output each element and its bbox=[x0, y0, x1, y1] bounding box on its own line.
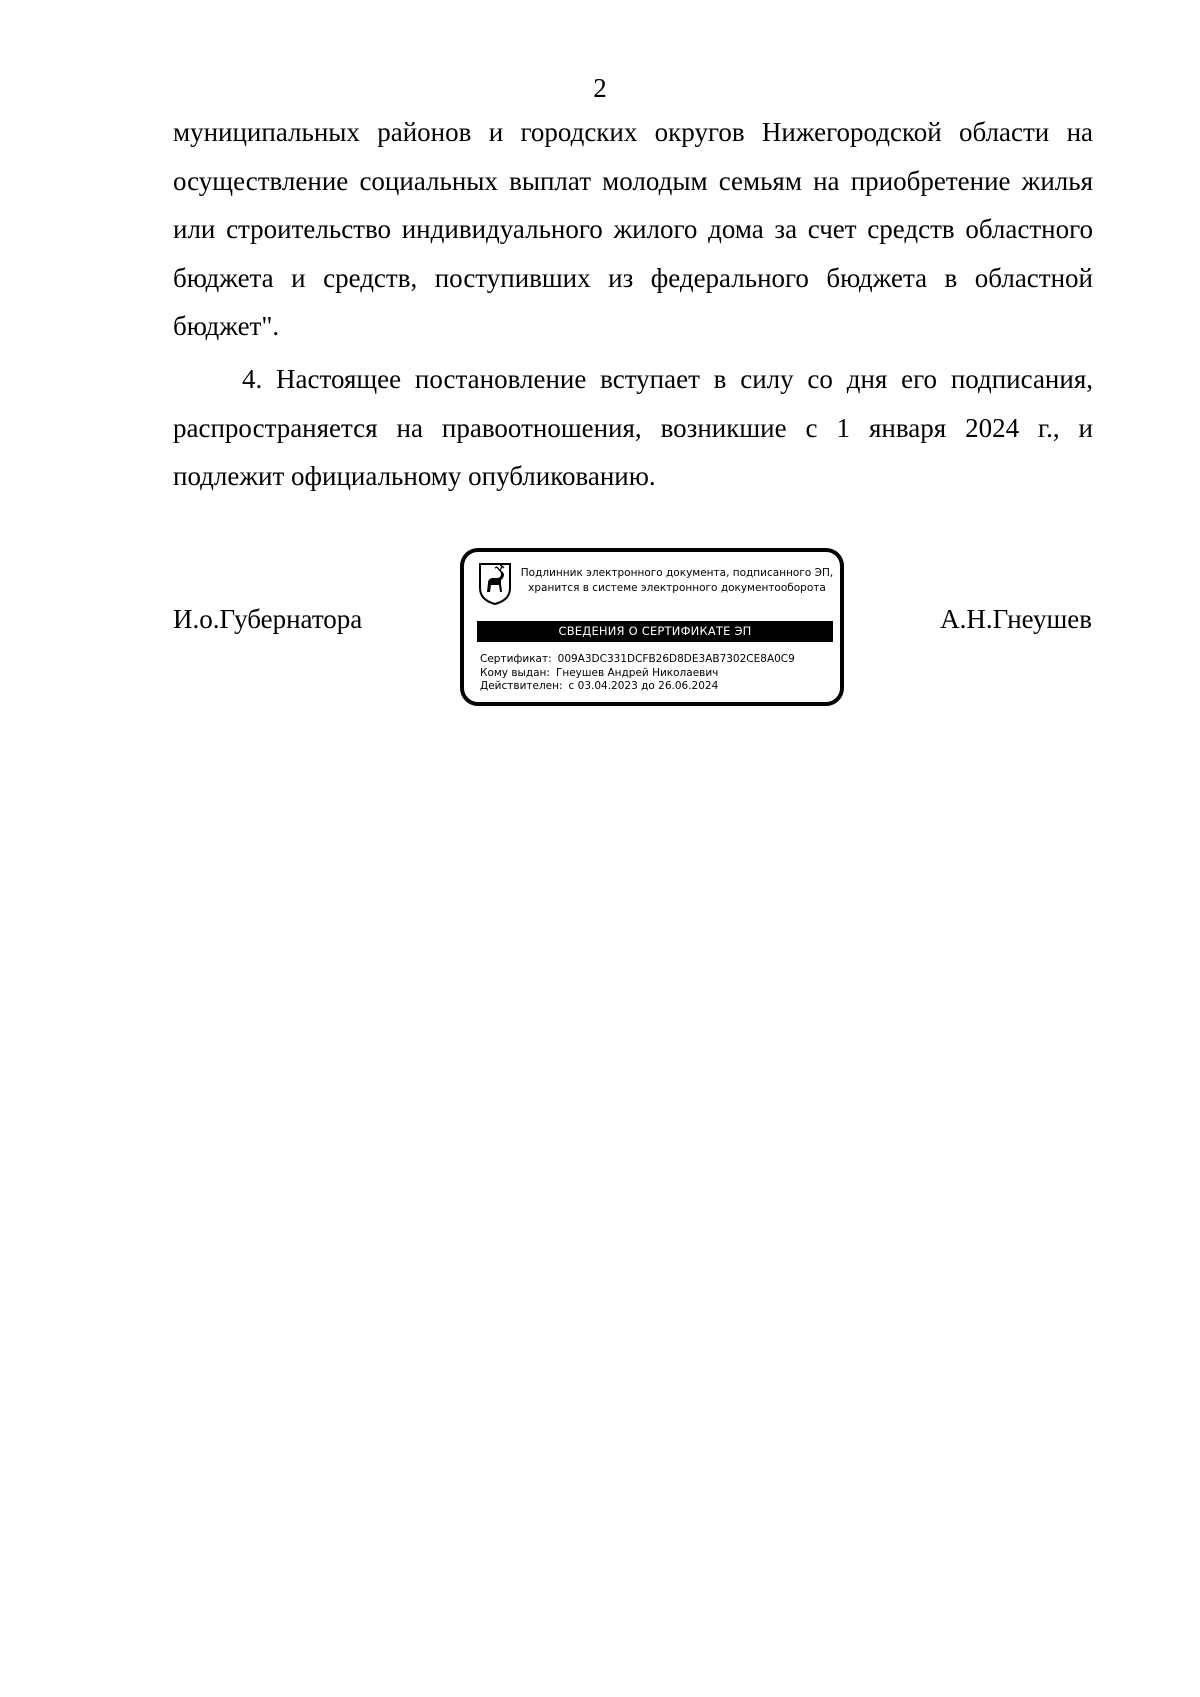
stamp-header-line-1: Подлинник электронного документа, подписанного ЭП, bbox=[520, 567, 834, 579]
valid-value: с 03.04.2023 до 26.06.2024 bbox=[568, 680, 719, 692]
certificate-row bbox=[480, 653, 830, 667]
signer-name: А.Н.Гнеушев bbox=[940, 604, 1092, 634]
deer-emblem-icon bbox=[478, 562, 512, 606]
certificate-label: Сертификат: bbox=[480, 653, 552, 665]
issued-to-label: Кому выдан: bbox=[480, 666, 550, 679]
body-paragraph-4: 4. Настоящее постановление вступает в силу со дня его подписания, распространяется на правоотношения, возникшие с 1 января 2024 г., и подлежит официальному опубликованию. bbox=[173, 364, 1093, 491]
electronic-signature-stamp bbox=[460, 548, 844, 706]
certificate-details bbox=[480, 653, 830, 694]
body-paragraph-continuation: муниципальных районов и городских округов Нижегородской области на осуществление социальных выплат молодым семьям на приобретение жилья или строительство индивидуального жилого дома за счет средств областного бюджета и средств, поступивших из федерального бюджета в областной бюджет". bbox=[173, 117, 1093, 341]
stamp-header bbox=[516, 566, 838, 596]
issued-to-value: Гнеушев Андрей Николаевич bbox=[555, 666, 719, 679]
valid-label: Действителен: bbox=[480, 680, 563, 692]
stamp-header-line-2: хранится в системе электронного документооборота bbox=[528, 582, 826, 594]
valid-period-row bbox=[480, 680, 830, 694]
signer-title: И.о.Губернатора bbox=[173, 604, 363, 634]
issued-to-row bbox=[480, 667, 830, 681]
page-number: 2 bbox=[593, 73, 607, 103]
certificate-info-bar: СВЕДЕНИЯ О СЕРТИФИКАТЕ ЭП bbox=[477, 621, 833, 642]
certificate-value: 009A3DC331DCFB26D8DE3AB7302CE8A0C9 bbox=[557, 653, 795, 665]
